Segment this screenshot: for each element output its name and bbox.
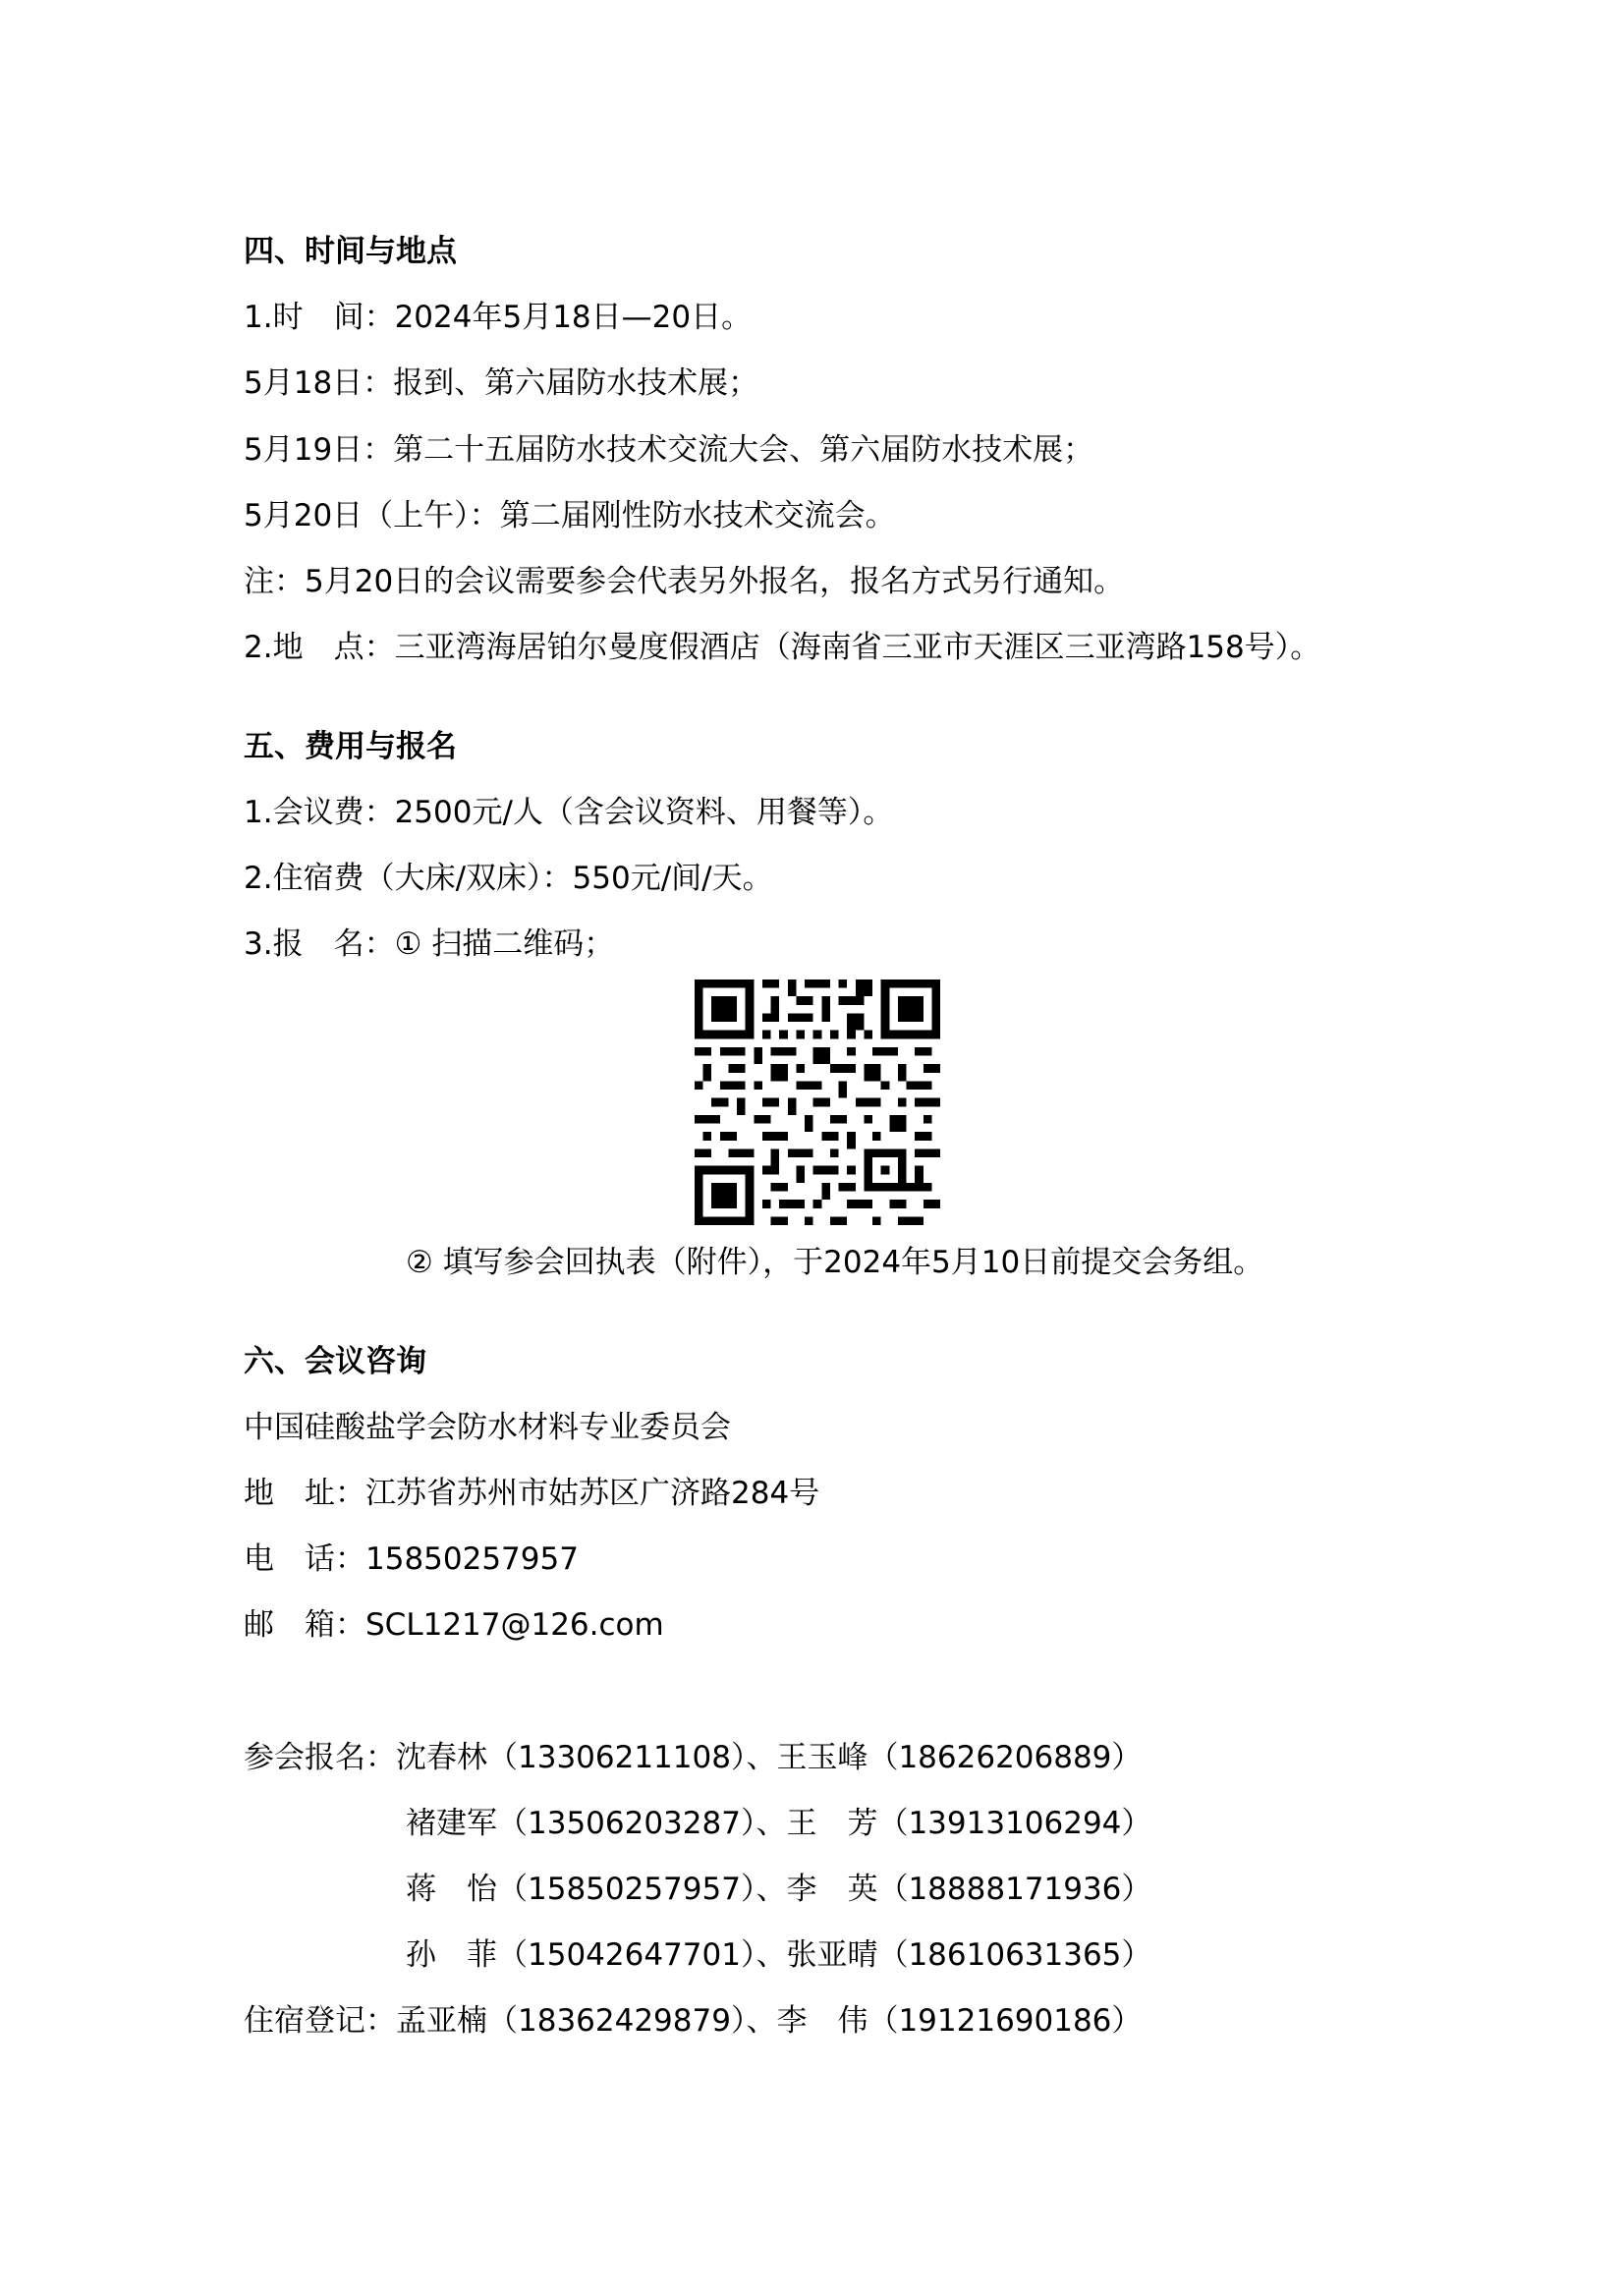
day19-line: 5月19日：第二十五届防水技术交流大会、第六届防水技术展； [244, 432, 1094, 468]
org-line: 中国硅酸盐学会防水材料专业委员会 [244, 1410, 731, 1445]
section6-heading: 六、会议咨询 [244, 1344, 426, 1379]
registration-contact-line: 褚建军（13506203287）、王 芳（13913106294） [406, 1806, 1152, 1841]
qr-code-icon [695, 980, 940, 1225]
lodging-contacts-row [244, 1999, 1142, 2043]
registration-contacts-row [244, 1736, 1142, 1779]
registration-qr-code[interactable] [695, 980, 940, 1225]
time-line: 1.时 间：2024年5月18日—20日。 [244, 300, 753, 335]
lodging-contact-line: 孟亚楠（18362429879）、李 伟（19121690186） [396, 2003, 1143, 2039]
registration-label: 参会报名： [244, 1740, 396, 1775]
note-line: 注：5月20日的会议需要参会代表另外报名，报名方式另行通知。 [244, 564, 1125, 599]
section4-heading: 四、时间与地点 [244, 234, 457, 269]
email-line: 邮 箱：SCL1217@126.com [244, 1607, 664, 1643]
section5-heading: 五、费用与报名 [244, 729, 457, 764]
registration-contact-line: 蒋 怡（15850257957）、李 英（18888171936） [406, 1872, 1152, 1907]
lodging-label: 住宿登记： [244, 2003, 396, 2039]
signup-line: 3.报 名：① 扫描二维码； [244, 926, 615, 962]
day18-line: 5月18日：报到、第六届防水技术展； [244, 365, 759, 401]
day20-line: 5月20日（上午）：第二届刚性防水技术交流会。 [244, 498, 896, 533]
fee-line: 1.会议费：2500元/人（含会议资料、用餐等）。 [244, 795, 894, 830]
phone-line: 电 话：15850257957 [244, 1541, 579, 1577]
address-line: 地 址：江苏省苏州市姑苏区广济路284号 [244, 1476, 820, 1511]
venue-line: 2.地 点：三亚湾海居铂尔曼度假酒店（海南省三亚市天涯区三亚湾路158号）。 [244, 630, 1321, 665]
lodging-fee-line: 2.住宿费（大床/双床）：550元/间/天。 [244, 861, 773, 896]
registration-contact-line: 沈春林（13306211108）、王玉峰（18626206889） [396, 1740, 1143, 1775]
form-line: ② 填写参会回执表（附件），于2024年5月10日前提交会务组。 [406, 1245, 1264, 1280]
registration-contact-line: 孙 菲（15042647701）、张亚晴（18610631365） [406, 1937, 1152, 1973]
